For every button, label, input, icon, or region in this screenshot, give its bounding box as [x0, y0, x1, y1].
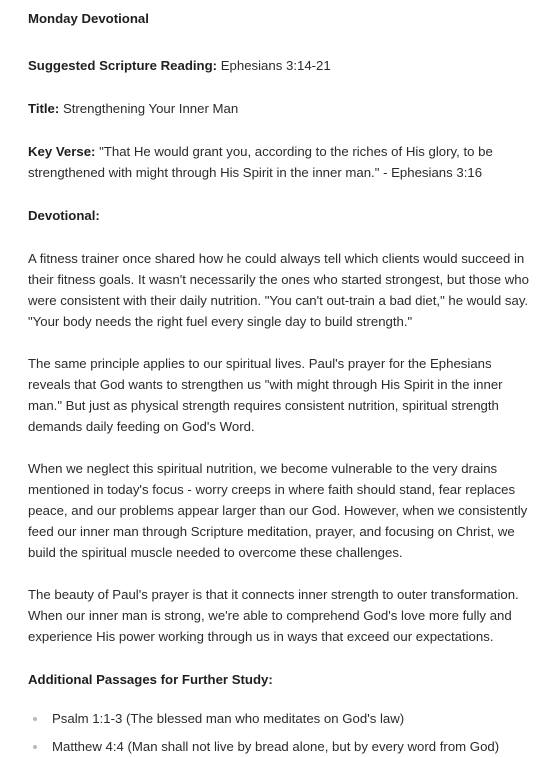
passage-text: Psalm 1:1-3 (The blessed man who meditates on God's law)	[52, 711, 405, 726]
devotional-paragraph: The beauty of Paul's prayer is that it connects inner strength to outer transformation. When our inner man is strong, we're able to comprehend God's love more fully and experience His power working through us in ways that exceed our expectations.	[28, 587, 519, 644]
passage-text: Matthew 4:4 (Man shall not live by bread alone, but by every word from God)	[52, 739, 500, 754]
devotional-paragraph: The same principle applies to our spiritual lives. Paul's prayer for the Ephesians reveals that God wants to strengthen us "with might through His Spirit in the inner man." But just as physical strength requires consistent nutrition, spiritual strength demands daily feeding on God's Word.	[28, 356, 503, 434]
title-value: Strengthening Your Inner Man	[62, 101, 239, 116]
passage-list	[28, 708, 529, 757]
list-item	[28, 708, 529, 729]
title-label: Title:	[28, 101, 60, 116]
devotional-title	[28, 98, 529, 119]
devotional-heading: Devotional:	[28, 208, 100, 223]
bullet-dot-icon	[33, 745, 37, 749]
additional-passages-heading: Additional Passages for Further Study:	[28, 672, 273, 687]
scripture-label: Suggested Scripture Reading:	[28, 58, 218, 73]
key-verse-label: Key Verse:	[28, 144, 96, 159]
page-title: Monday Devotional	[28, 11, 149, 26]
list-item	[28, 736, 529, 757]
key-verse	[28, 141, 529, 183]
key-verse-text: "That He would grant you, according to the riches of His glory, to be strengthened with might through His Spirit in the inner man." - Ephesians 3:16	[28, 144, 493, 180]
scripture-reading	[28, 55, 529, 76]
devotional-paragraph: A fitness trainer once shared how he could always tell which clients would succeed in their fitness goals. It wasn't necessarily the ones who started strongest, but those who were consistent with their daily nutrition. "You can't out-train a bad diet," he would say. "Your body needs the right fuel every single day to build strength."	[28, 251, 529, 329]
bullet-dot-icon	[33, 717, 37, 721]
scripture-value: Ephesians 3:14-21	[220, 58, 331, 73]
devotional-paragraph: When we neglect this spiritual nutrition, we become vulnerable to the very drains mentioned in today's focus - worry creeps in where faith should stand, fear replaces peace, and our problems appear larger than our God. However, when we consistently feed our inner man through Scripture meditation, prayer, and focusing on Christ, we build the spiritual muscle needed to overcome these challenges.	[28, 461, 528, 560]
